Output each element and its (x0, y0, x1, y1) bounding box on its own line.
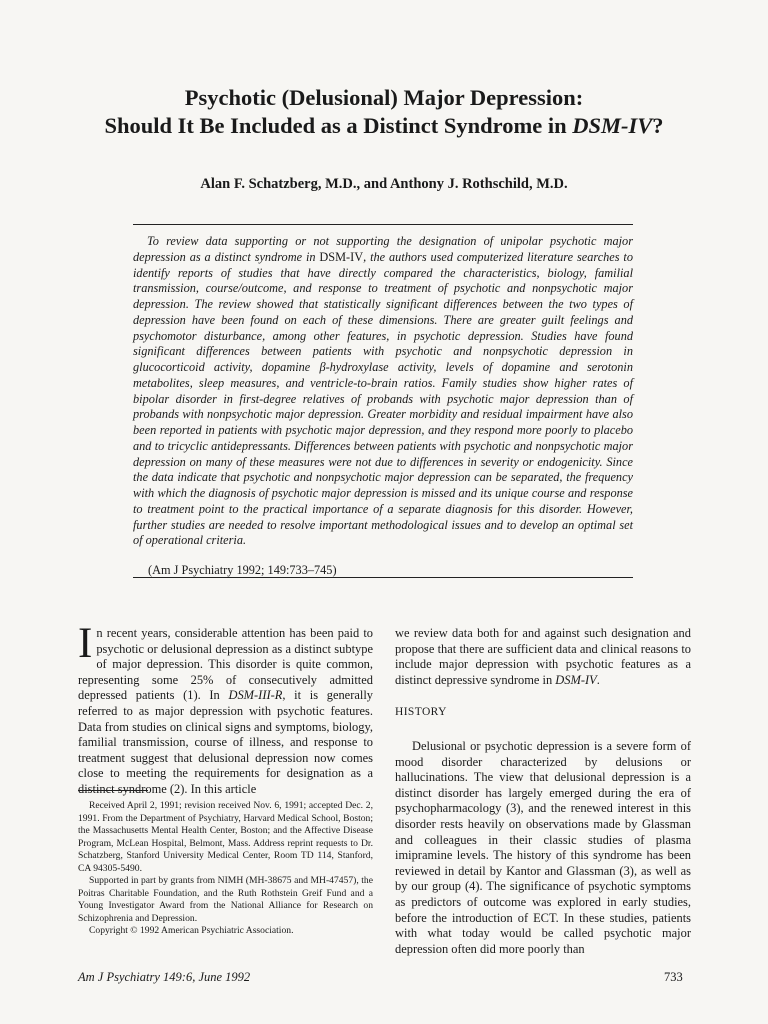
footnote-support: Supported in part by grants from NIMH (MH-38675 and MH-47457), the Poitras Charitable Foundation, and the Ruth Rothstein Greif Fund and a Young Investigator Award from the National Alliance for Research on Schizophrenia and Depression. (78, 875, 373, 924)
article-title (0, 84, 768, 140)
intro-paragraph (78, 620, 373, 798)
title-line-2-prefix: Should It Be Included as a Distinct Syndrome in (104, 113, 573, 138)
history-column (395, 739, 691, 957)
abstract-top-rule (133, 224, 633, 225)
intro-continuation (395, 626, 691, 688)
abstract-part-1: To review data supporting or not supporting the designation of unipolar psychotic major depression as a distinct syndrome in (133, 234, 633, 264)
abstract-dsm: DSM-IV (319, 249, 364, 264)
intro-right-part-2: . (596, 672, 600, 687)
intro-right-part-1: we review data both for and against such designation and propose that there are sufficient data and clinical reasons to include major depression with psychotic features as a distinct depressive syndrome in (395, 626, 691, 687)
title-line-1: Psychotic (Delusional) Major Depression: (184, 85, 584, 110)
footnote-rule (78, 790, 148, 791)
intro-column-left (78, 620, 373, 798)
history-paragraph: Delusional or psychotic depression is a severe form of mood disorder characterized by delusions or hallucinations. The view that delusional depression is a distinct disorder has largely emerged during the era of psychopharmacology (3), and the renewed interest in this disorder rests heavily on observations made by Glassman and colleagues in their classic studies of plasma imipramine levels. The history of this syndrome has been reviewed in detail by Kantor and Glassman (3), as well as by our group (4). The significance of psychotic symptoms as predictors of outcome was explored in early studies, before the introduction of ECT. In these studies, patients with what today would be called psychotic major depression often did more poorly than (395, 739, 691, 956)
intro-dsm-italic: DSM-III-R (228, 688, 283, 703)
abstract (133, 234, 633, 549)
abstract-bottom-rule (133, 577, 633, 578)
abstract-part-2: , the authors used computerized literature searches to identify reports of studies that have directly compared the characteristics, biology, familial transmission, course/outcome, and response to treatment of psychotic and nonpsychotic major depression. The review showed that statistically significant differences between the two types of depression have been found on each of these dimensions. There are greater guilt feelings and psychomotor disturbance, among other features, in psychotic depression. Studies have found significant differences between patients with psychotic and nonpsychotic depression in glucocorticoid activity, dopamine β-hydroxylase activity, levels of dopamine and serotonin metabolites, sleep measures, and ventricle-to-brain ratios. Family studies show higher rates of bipolar disorder in first-degree relatives of probands with psychotic major depression than of probands with nonpsychotic major depression. Greater morbidity and residual impairment have also been reported in patients with psychotic major depression, and they respond more poorly to placebo and to tricyclic antidepressants. Differences between patients with psychotic and nonpsychotic major depression on many of these measures were not due to differences in severity or endogenicity. Since the data indicate that psychotic and nonpsychotic major depression can be separated, the frequency with which the diagnosis of psychotic major depression is missed and its unique course and response to treatment point to the practical importance of a separate diagnosis for this disorder. However, further studies are needed to resolve important methodological issues and to develop an optimal set of operational criteria. (133, 249, 633, 548)
section-heading-history: HISTORY (395, 706, 447, 718)
intro-part-2: , it is generally referred to as major depression with psychotic features. Data from studies on clinical signs and symptoms, biology, familial transmission, course of illness, and response to treatment suggest that delusional depression now comes close to meeting the requirements for designation as a distinct syndrome (2). In this article (78, 688, 373, 796)
intro-right-dsm-italic: DSM-IV (555, 672, 597, 687)
drop-cap: I (78, 620, 93, 667)
journal-footer: Am J Psychiatry 149:6, June 1992 (78, 970, 251, 984)
title-line-2-italic: DSM-IV (572, 113, 653, 138)
author-list: Alan F. Schatzberg, M.D., and Anthony J. Rothschild, M.D. (200, 176, 568, 192)
footnote-copyright: Copyright © 1992 American Psychiatric Association. (89, 925, 294, 936)
abstract-citation: (Am J Psychiatry 1992; 149:733–745) (148, 563, 337, 577)
footnote-received: Received April 2, 1991; revision received Nov. 6, 1991; accepted Dec. 2, 1991. From the Department of Psychiatry, Harvard Medical School, Boston; the Massachusetts Mental Health Center, Boston; and the Affective Disease Program, McLean Hospital, Belmont, Mass. Address reprint requests to Dr. Schatzberg, Stanford University Medical Center, Room TD 114, Stanford, CA 94305-5490. (78, 800, 373, 874)
page-number: 733 (664, 970, 683, 984)
title-line-2-suffix: ? (652, 113, 664, 138)
footnotes (78, 800, 373, 938)
intro-column-right (395, 626, 691, 688)
intro-part-1: n recent years, considerable attention has been paid to psychotic or delusional depression as a distinct subtype of major depression. This disorder is quite common, representing some 25% of consecutively admitted depressed patients (1). In (78, 626, 373, 703)
